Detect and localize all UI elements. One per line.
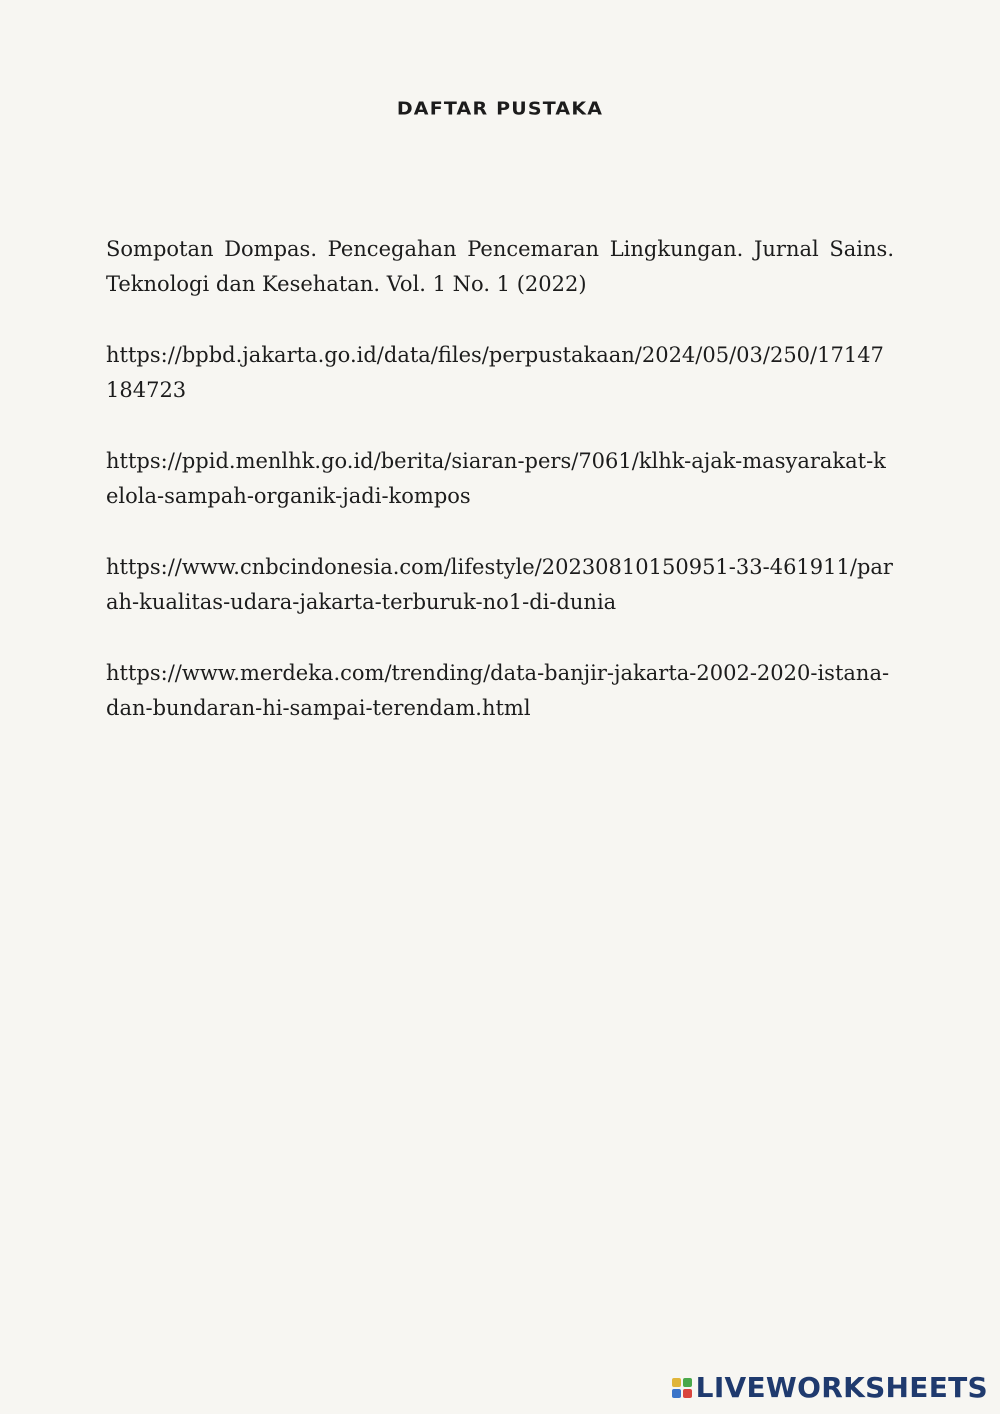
reference-item-1: Sompotan Dompas. Pencegahan Pencemaran Lingkungan. Jurnal Sains. Teknologi dan Kesehatan. Vol. 1 No. 1 (2022) <box>106 237 894 296</box>
logo-square-1 <box>672 1378 681 1387</box>
liveworksheets-logo <box>672 1371 988 1404</box>
reference-list <box>106 232 894 762</box>
logo-square-4 <box>683 1389 692 1398</box>
logo-square-3 <box>672 1389 681 1398</box>
reference-item-2: https://bpbd.jakarta.go.id/data/files/perpustakaan/2024/05/03/250/17147184723 <box>106 343 884 402</box>
reference-item-3: https://ppid.menlhk.go.id/berita/siaran-pers/7061/klhk-ajak-masyarakat-kelola-sampah-organik-jadi-kompos <box>106 449 886 508</box>
liveworksheets-logo-text: LIVEWORKSHEETS <box>695 1371 988 1404</box>
reference-item-4: https://www.cnbcindonesia.com/lifestyle/20230810150951-33-461911/parah-kualitas-udara-jakarta-terburuk-no1-di-dunia <box>106 555 893 614</box>
logo-square-2 <box>683 1378 692 1387</box>
reference-item-5: https://www.merdeka.com/trending/data-banjir-jakarta-2002-2020-istana-dan-bundaran-hi-sampai-terendam.html <box>106 661 890 720</box>
liveworksheets-logo-icon <box>672 1378 692 1398</box>
page-title: DAFTAR PUSTAKA <box>396 98 604 120</box>
